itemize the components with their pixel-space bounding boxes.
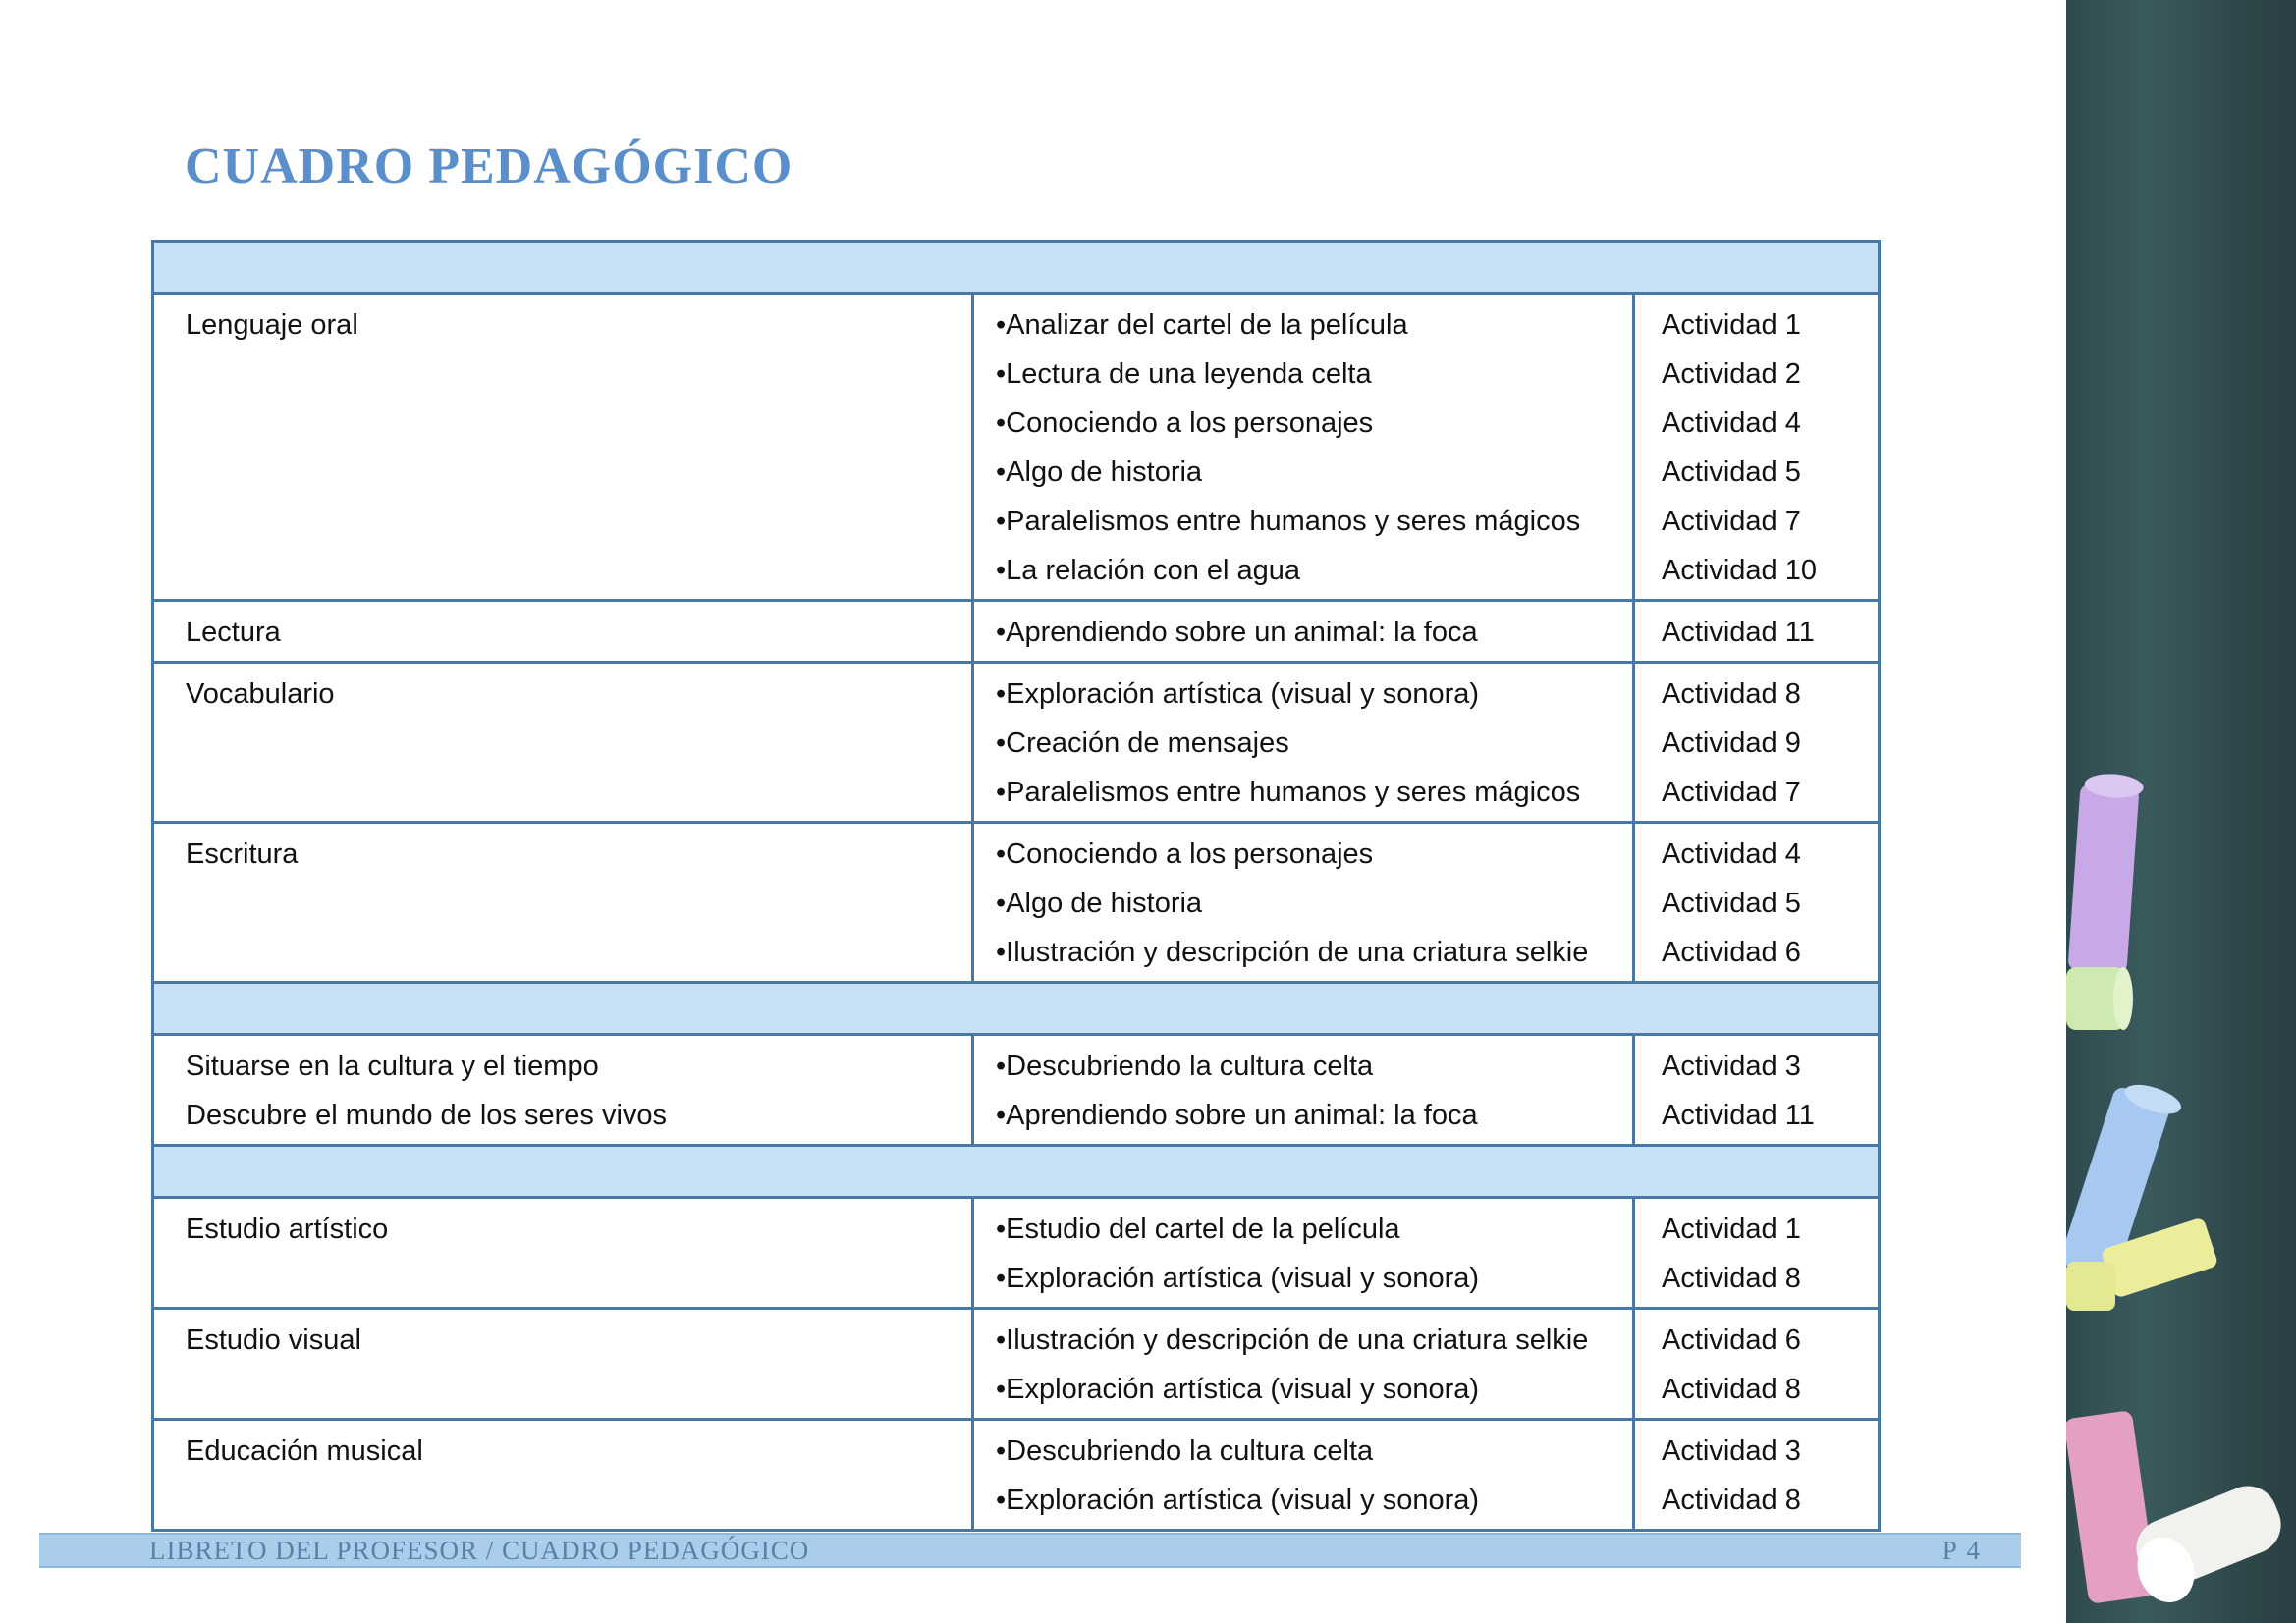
activity-item: •Exploración artística (visual y sonora) [996, 1263, 1480, 1294]
activity-item: •Lectura de una leyenda celta [996, 358, 1372, 390]
activity-id: Actividad 10 [1662, 555, 1817, 586]
activity-id: Actividad 8 [1662, 1374, 1801, 1405]
activity-id-cell [1634, 601, 1880, 663]
activities-cell [973, 1198, 1634, 1309]
white-chalk [2127, 1477, 2289, 1610]
activity-id: Actividad 4 [1662, 839, 1801, 870]
table-row [153, 1035, 1880, 1146]
activity-id: Actividad 8 [1662, 678, 1801, 710]
activity-item: •La relación con el agua [996, 555, 1301, 586]
area-text: Lectura [186, 617, 281, 648]
table-row [153, 601, 1880, 663]
page-number: P 4 [1941, 1536, 1982, 1565]
section-header [153, 983, 1880, 1035]
activity-id: Actividad 7 [1662, 777, 1801, 808]
activities-cell [973, 823, 1634, 983]
activity-item: •Conociendo a los personajes [996, 839, 1374, 870]
table-row [153, 1420, 1880, 1531]
activity-id: Actividad 3 [1662, 1051, 1801, 1082]
area-cell [153, 1035, 973, 1146]
area-cell [153, 1420, 973, 1531]
chalkboard-illustration [2066, 0, 2296, 1623]
activity-id: Actividad 2 [1662, 358, 1801, 390]
area-cell [153, 1309, 973, 1420]
area-text: Escritura [186, 839, 299, 870]
activity-id: Actividad 4 [1662, 407, 1801, 439]
section-header-row [153, 983, 1880, 1035]
activities-cell [973, 294, 1634, 601]
activity-id: Actividad 6 [1662, 1325, 1801, 1356]
activity-item: •Paralelismos entre humanos y seres mágicos [996, 777, 1581, 808]
activity-id: Actividad 9 [1662, 728, 1801, 759]
activity-item: •Descubriendo la cultura celta [996, 1051, 1374, 1082]
activity-id: Actividad 1 [1662, 309, 1801, 341]
activity-item: •Aprendiendo sobre un animal: la foca [996, 1100, 1478, 1131]
activity-id-cell [1634, 823, 1880, 983]
activity-item: •Algo de historia [996, 457, 1203, 488]
activity-id: Actividad 11 [1662, 1100, 1815, 1131]
activity-item: •Exploración artística (visual y sonora) [996, 678, 1480, 710]
table-row [153, 823, 1880, 983]
activities-cell [973, 663, 1634, 823]
activity-item: •Ilustración y descripción de una criatura selkie [996, 1325, 1589, 1356]
activity-id: Actividad 1 [1662, 1214, 1801, 1245]
table-row [153, 1309, 1880, 1420]
activity-id-cell [1634, 1309, 1880, 1420]
activity-id: Actividad 8 [1662, 1263, 1801, 1294]
area-text: Descubre el mundo de los seres vivos [186, 1100, 668, 1131]
area-text: Estudio artístico [186, 1214, 389, 1245]
activity-item: •Creación de mensajes [996, 728, 1289, 759]
section-header [153, 1146, 1880, 1198]
section-header [153, 242, 1880, 294]
footer-bar [39, 1533, 2021, 1568]
footer-title: LIBRETO DEL PROFESOR / CUADRO PEDAGÓGICO [149, 1536, 810, 1565]
activity-item: •Conociendo a los personajes [996, 407, 1374, 439]
page-title: CUADRO PEDAGÓGICO [185, 138, 793, 194]
chalk-pieces [2066, 0, 2296, 1623]
activity-id: Actividad 6 [1662, 937, 1801, 968]
activity-item: •Ilustración y descripción de una criatura selkie [996, 937, 1589, 968]
activities-cell [973, 1420, 1634, 1531]
activity-id: Actividad 11 [1662, 617, 1815, 648]
activity-id: Actividad 5 [1662, 888, 1801, 919]
area-text: Lenguaje oral [186, 309, 358, 341]
table-row [153, 1198, 1880, 1309]
green-chalk [2066, 967, 2133, 1030]
area-text: Vocabulario [186, 678, 335, 710]
activities-cell [973, 1309, 1634, 1420]
area-text: Situarse en la cultura y el tiempo [186, 1051, 599, 1082]
purple-chalk [2067, 772, 2144, 973]
activity-id-cell [1634, 294, 1880, 601]
activity-id-cell [1634, 1420, 1880, 1531]
activity-id: Actividad 5 [1662, 457, 1801, 488]
table-row [153, 294, 1880, 601]
area-cell [153, 823, 973, 983]
area-cell [153, 663, 973, 823]
activity-item: •Estudio del cartel de la película [996, 1214, 1400, 1245]
activity-item: •Analizar del cartel de la película [996, 309, 1408, 341]
activity-id-cell [1634, 1198, 1880, 1309]
area-cell [153, 294, 973, 601]
activity-item: •Exploración artística (visual y sonora) [996, 1374, 1480, 1405]
area-text: Educación musical [186, 1435, 423, 1467]
activity-item: •Algo de historia [996, 888, 1203, 919]
activities-cell [973, 1035, 1634, 1146]
area-text: Estudio visual [186, 1325, 361, 1356]
activity-id-cell [1634, 663, 1880, 823]
activity-item: •Paralelismos entre humanos y seres mágicos [996, 506, 1581, 537]
activity-item: •Exploración artística (visual y sonora) [996, 1485, 1480, 1516]
activity-id: Actividad 7 [1662, 506, 1801, 537]
activity-item: •Aprendiendo sobre un animal: la foca [996, 617, 1478, 648]
activity-id: Actividad 8 [1662, 1485, 1801, 1516]
table-row [153, 663, 1880, 823]
section-header-row [153, 1146, 1880, 1198]
activity-item: •Descubriendo la cultura celta [996, 1435, 1374, 1467]
pedagogical-table [151, 240, 1881, 1532]
activity-id-cell [1634, 1035, 1880, 1146]
area-cell [153, 1198, 973, 1309]
section-header-row [153, 242, 1880, 294]
area-cell [153, 601, 973, 663]
activities-cell [973, 601, 1634, 663]
activity-id: Actividad 3 [1662, 1435, 1801, 1467]
